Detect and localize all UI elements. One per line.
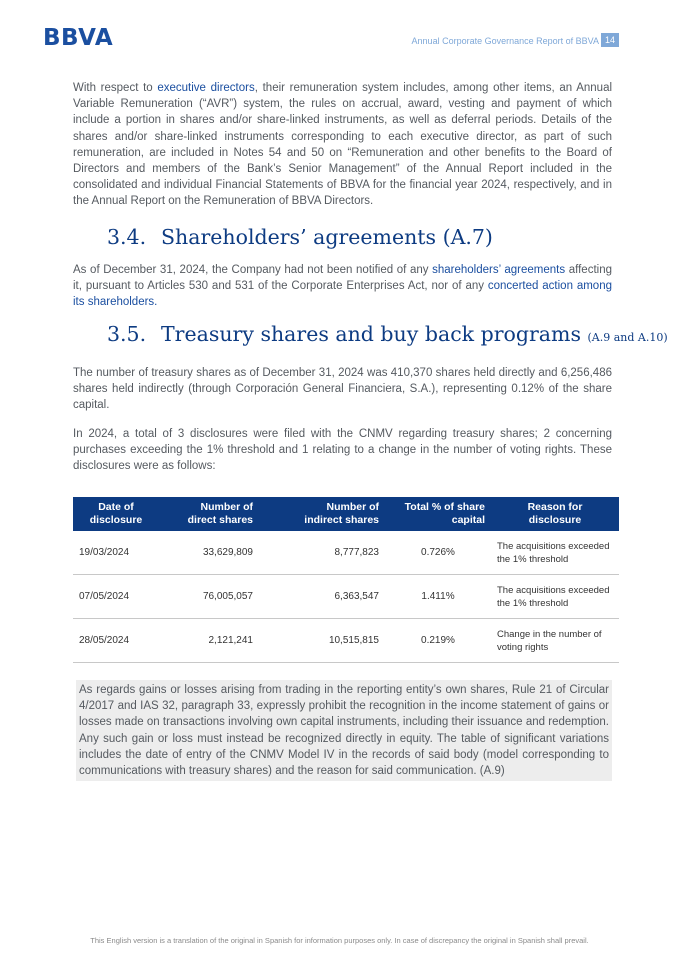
section-3-5-title: 3.5. Treasury shares and buy back programs (A.9 and A.10) <box>107 322 668 346</box>
cell-reason: Change in the number of voting rights <box>491 619 619 663</box>
translation-disclaimer: This English version is a translation of the original in Spanish for information purposes only. In case of discrepancy the original in Spanish shall prevail. <box>90 936 589 945</box>
cell-indirect: 8,777,823 <box>259 531 385 575</box>
cell-date: 19/03/2024 <box>73 531 159 575</box>
shareholders-agreements-link: shareholders’ agreements <box>432 264 566 276</box>
table-row <box>73 531 619 575</box>
cell-date: 07/05/2024 <box>73 575 159 619</box>
section-3-4-title: 3.4. Shareholders’ agreements (A.7) <box>107 225 493 249</box>
cell-indirect: 10,515,815 <box>259 619 385 663</box>
section-3-5-ref: (A.9 and A.10) <box>587 331 668 344</box>
cell-reason: The acquisitions exceeded the 1% threshold <box>491 575 619 619</box>
cell-pct: 1.411% <box>385 575 491 619</box>
table-header-row <box>73 497 619 531</box>
treasury-disclosures-table <box>73 497 619 663</box>
cell-reason: The acquisitions exceeded the 1% threshold <box>491 531 619 575</box>
table-row <box>73 575 619 619</box>
cell-pct: 0.219% <box>385 619 491 663</box>
cell-direct: 2,121,241 <box>159 619 259 663</box>
accounting-note-box: As regards gains or losses arising from trading in the reporting entity’s own shares, Rule 21 of Circular 4/2017 and IAS 32, paragraph 33, expressly prohibit the recognition in the income statement of gains or losses made on transactions involving own capital instruments, including their issuance and redemption. Any such gain or loss must instead be recognized directly in equity. The table of significant variations includes the date of entry of the CNMV Model IV in the records of said body (model corresponding to communications with treasury shares) and the reason for said communication. (A.9) <box>76 680 612 781</box>
header-reason: Reason for disclosure <box>491 497 619 531</box>
header-direct-shares: Number of direct shares <box>159 497 259 531</box>
table-row <box>73 619 619 663</box>
cell-direct: 76,005,057 <box>159 575 259 619</box>
executive-directors-link: executive directors <box>157 82 255 94</box>
section-3-4-paragraph: As of December 31, 2024, the Company had not been notified of any shareholders’ agreements affecting it, pursuant to Articles 530 and 531 of the Corporate Enterprises Act, nor of any concerted action among its shareholders. <box>73 264 612 309</box>
page-number: 14 <box>601 33 619 47</box>
report-title: Annual Corporate Governance Report of BBVA <box>411 36 599 46</box>
cell-pct: 0.726% <box>385 531 491 575</box>
cell-direct: 33,629,809 <box>159 531 259 575</box>
header-date: Date of disclosure <box>73 497 159 531</box>
cell-indirect: 6,363,547 <box>259 575 385 619</box>
cell-date: 28/05/2024 <box>73 619 159 663</box>
header-total-pct: Total % of share capital <box>385 497 491 531</box>
header-indirect-shares: Number of indirect shares <box>259 497 385 531</box>
concerted-action-link: concerted action among its shareholders. <box>73 280 612 309</box>
intro-paragraph: With respect to executive directors, their remuneration system includes, among other items, an Annual Variable Remuneration (“AVR”) system, the rules on accrual, award, vesting and payment of which include a portion in shares and/or share-linked instruments, as well as deferral periods. Details of the shares and/or share-linked instruments corresponding to each executive director, as part of such remuneration, are included in Notes 54 and 50 on “Remuneration and other benefits to the Board of Directors and members of the Bank’s Senior Management” of the Annual Report included in the consolidated and individual Financial Statements of BBVA for the financial year 2024, respectively, and in the Annual Report on the Remuneration of BBVA Directors. <box>73 82 613 208</box>
bbva-logo: BBVA <box>43 25 114 51</box>
disclosures-paragraph: In 2024, a total of 3 disclosures were filed with the CNMV regarding treasury shares; 2 concerning purchases exceeding the 1% threshold and 1 relating to a change in the number of voting rights. These disclosures were as follows: <box>73 428 612 473</box>
treasury-shares-paragraph: The number of treasury shares as of December 31, 2024 was 410,370 shares held directly and 6,256,486 shares held indirectly (through Corporación General Financiera, S.A.), representing 0.12% of the share capital. <box>73 367 612 412</box>
